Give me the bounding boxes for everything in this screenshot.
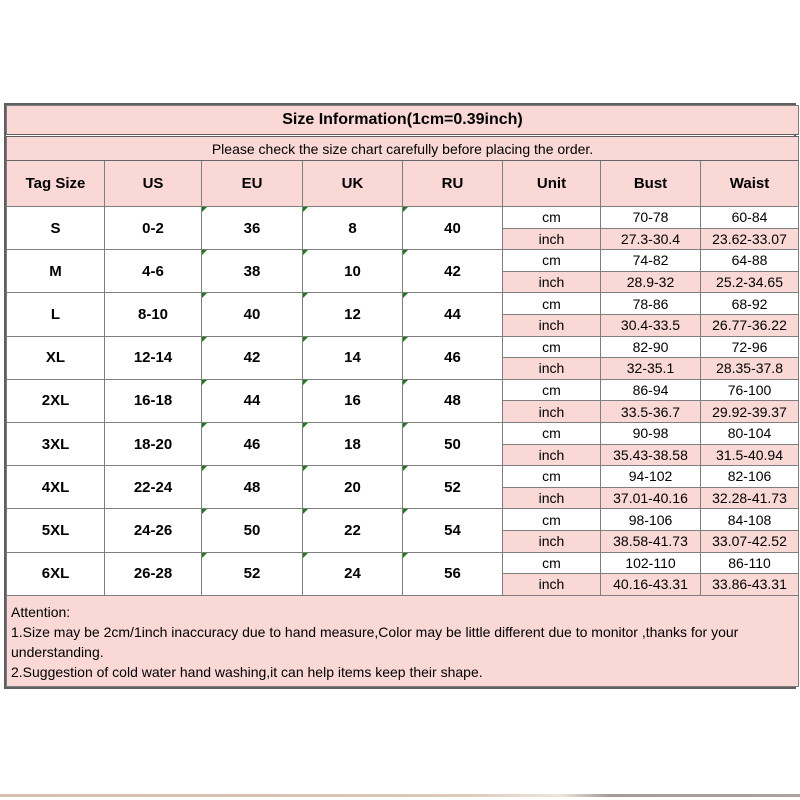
table-row-3xl-cm: [7, 422, 799, 444]
cell-bust-inch: 40.16-43.31: [601, 574, 701, 596]
cell-bust-inch: 30.4-33.5: [601, 314, 701, 336]
cell-unit-cm: cm: [503, 422, 601, 444]
cell-unit-cm: cm: [503, 250, 601, 272]
cell-ru: 52: [403, 466, 503, 509]
cell-waist-cm: 76-100: [701, 379, 799, 401]
cell-waist-inch: 29.92-39.37: [701, 401, 799, 423]
cell-waist-inch: 26.77-36.22: [701, 314, 799, 336]
cell-unit-cm: cm: [503, 293, 601, 315]
cell-bust-cm: 94-102: [601, 466, 701, 488]
attention-box: [7, 595, 799, 686]
cell-ru: 42: [403, 250, 503, 293]
cell-waist-inch: 32.28-41.73: [701, 487, 799, 509]
cell-uk: 22: [303, 509, 403, 552]
column-header-row: [7, 161, 799, 207]
cell-unit-cm: cm: [503, 379, 601, 401]
cell-eu: 38: [202, 250, 303, 293]
cell-unit-inch: inch: [503, 401, 601, 423]
cell-bust-inch: 35.43-38.58: [601, 444, 701, 466]
cell-tag-size: S: [7, 207, 105, 250]
cell-unit-inch: inch: [503, 530, 601, 552]
cell-ru: 48: [403, 379, 503, 422]
cell-waist-inch: 25.2-34.65: [701, 271, 799, 293]
cell-ru: 40: [403, 207, 503, 250]
table-row-m-cm: [7, 250, 799, 272]
photo-bottom-edge: [0, 794, 800, 797]
column-header-unit: Unit: [503, 161, 601, 207]
attention-line-1: 1.Size may be 2cm/1inch inaccuracy due to hand measure,Color may be little different due to monitor ,thanks for your understanding.: [11, 623, 739, 660]
table-notice-row: [7, 136, 799, 161]
size-chart-table: [6, 105, 799, 687]
size-chart-sheet: [4, 103, 796, 689]
cell-eu: 52: [202, 552, 303, 595]
cell-waist-cm: 64-88: [701, 250, 799, 272]
cell-unit-inch: inch: [503, 444, 601, 466]
cell-eu: 46: [202, 422, 303, 465]
cell-bust-inch: 37.01-40.16: [601, 487, 701, 509]
cell-waist-cm: 86-110: [701, 552, 799, 574]
cell-unit-inch: inch: [503, 228, 601, 250]
cell-us: 4-6: [105, 250, 202, 293]
cell-eu: 48: [202, 466, 303, 509]
cell-bust-cm: 90-98: [601, 422, 701, 444]
cell-us: 22-24: [105, 466, 202, 509]
attention-heading: Attention:: [11, 603, 71, 620]
table-title: Size Information(1cm=0.39inch): [7, 106, 799, 136]
cell-uk: 24: [303, 552, 403, 595]
cell-waist-cm: 72-96: [701, 336, 799, 358]
table-row-s-cm: [7, 207, 799, 229]
cell-bust-inch: 32-35.1: [601, 358, 701, 380]
attention-row: [7, 595, 799, 686]
cell-uk: 18: [303, 422, 403, 465]
table-row-l-cm: [7, 293, 799, 315]
cell-waist-inch: 33.07-42.52: [701, 530, 799, 552]
table-notice: Please check the size chart carefully before placing the order.: [7, 136, 799, 161]
cell-tag-size: 6XL: [7, 552, 105, 595]
cell-unit-cm: cm: [503, 207, 601, 229]
cell-bust-cm: 86-94: [601, 379, 701, 401]
cell-tag-size: 2XL: [7, 379, 105, 422]
cell-unit-cm: cm: [503, 552, 601, 574]
table-row-6xl-cm: [7, 552, 799, 574]
cell-ru: 46: [403, 336, 503, 379]
cell-bust-inch: 28.9-32: [601, 271, 701, 293]
cell-waist-inch: 23.62-33.07: [701, 228, 799, 250]
cell-us: 18-20: [105, 422, 202, 465]
cell-tag-size: 5XL: [7, 509, 105, 552]
cell-bust-cm: 98-106: [601, 509, 701, 531]
cell-waist-inch: 31.5-40.94: [701, 444, 799, 466]
cell-ru: 56: [403, 552, 503, 595]
column-header-ru: RU: [403, 161, 503, 207]
cell-uk: 16: [303, 379, 403, 422]
cell-ru: 50: [403, 422, 503, 465]
cell-us: 16-18: [105, 379, 202, 422]
cell-eu: 50: [202, 509, 303, 552]
cell-tag-size: XL: [7, 336, 105, 379]
table-title-row: [7, 106, 799, 136]
cell-us: 12-14: [105, 336, 202, 379]
column-header-us: US: [105, 161, 202, 207]
cell-waist-cm: 80-104: [701, 422, 799, 444]
cell-eu: 44: [202, 379, 303, 422]
cell-waist-cm: 82-106: [701, 466, 799, 488]
cell-unit-inch: inch: [503, 487, 601, 509]
table-row-2xl-cm: [7, 379, 799, 401]
cell-unit-inch: inch: [503, 271, 601, 293]
cell-waist-cm: 84-108: [701, 509, 799, 531]
cell-uk: 14: [303, 336, 403, 379]
cell-bust-cm: 82-90: [601, 336, 701, 358]
cell-ru: 44: [403, 293, 503, 336]
cell-eu: 36: [202, 207, 303, 250]
table-row-5xl-cm: [7, 509, 799, 531]
cell-bust-inch: 33.5-36.7: [601, 401, 701, 423]
cell-us: 8-10: [105, 293, 202, 336]
cell-bust-cm: 74-82: [601, 250, 701, 272]
cell-eu: 40: [202, 293, 303, 336]
cell-us: 26-28: [105, 552, 202, 595]
cell-us: 24-26: [105, 509, 202, 552]
cell-waist-cm: 68-92: [701, 293, 799, 315]
cell-waist-cm: 60-84: [701, 207, 799, 229]
cell-tag-size: L: [7, 293, 105, 336]
cell-uk: 8: [303, 207, 403, 250]
cell-unit-inch: inch: [503, 574, 601, 596]
cell-bust-inch: 38.58-41.73: [601, 530, 701, 552]
cell-waist-inch: 33.86-43.31: [701, 574, 799, 596]
cell-unit-cm: cm: [503, 466, 601, 488]
cell-uk: 20: [303, 466, 403, 509]
cell-bust-cm: 70-78: [601, 207, 701, 229]
cell-unit-cm: cm: [503, 336, 601, 358]
cell-unit-inch: inch: [503, 314, 601, 336]
cell-waist-inch: 28.35-37.8: [701, 358, 799, 380]
cell-tag-size: 3XL: [7, 422, 105, 465]
cell-unit-cm: cm: [503, 509, 601, 531]
column-header-eu: EU: [202, 161, 303, 207]
attention-line-2: 2.Suggestion of cold water hand washing,it can help items keep their shape.: [11, 663, 483, 680]
cell-eu: 42: [202, 336, 303, 379]
table-row-xl-cm: [7, 336, 799, 358]
cell-uk: 10: [303, 250, 403, 293]
cell-ru: 54: [403, 509, 503, 552]
column-header-bust: Bust: [601, 161, 701, 207]
cell-bust-inch: 27.3-30.4: [601, 228, 701, 250]
cell-uk: 12: [303, 293, 403, 336]
column-header-tag-size: Tag Size: [7, 161, 105, 207]
cell-us: 0-2: [105, 207, 202, 250]
cell-tag-size: M: [7, 250, 105, 293]
cell-tag-size: 4XL: [7, 466, 105, 509]
column-header-uk: UK: [303, 161, 403, 207]
cell-bust-cm: 102-110: [601, 552, 701, 574]
column-header-waist: Waist: [701, 161, 799, 207]
cell-unit-inch: inch: [503, 358, 601, 380]
table-row-4xl-cm: [7, 466, 799, 488]
cell-bust-cm: 78-86: [601, 293, 701, 315]
